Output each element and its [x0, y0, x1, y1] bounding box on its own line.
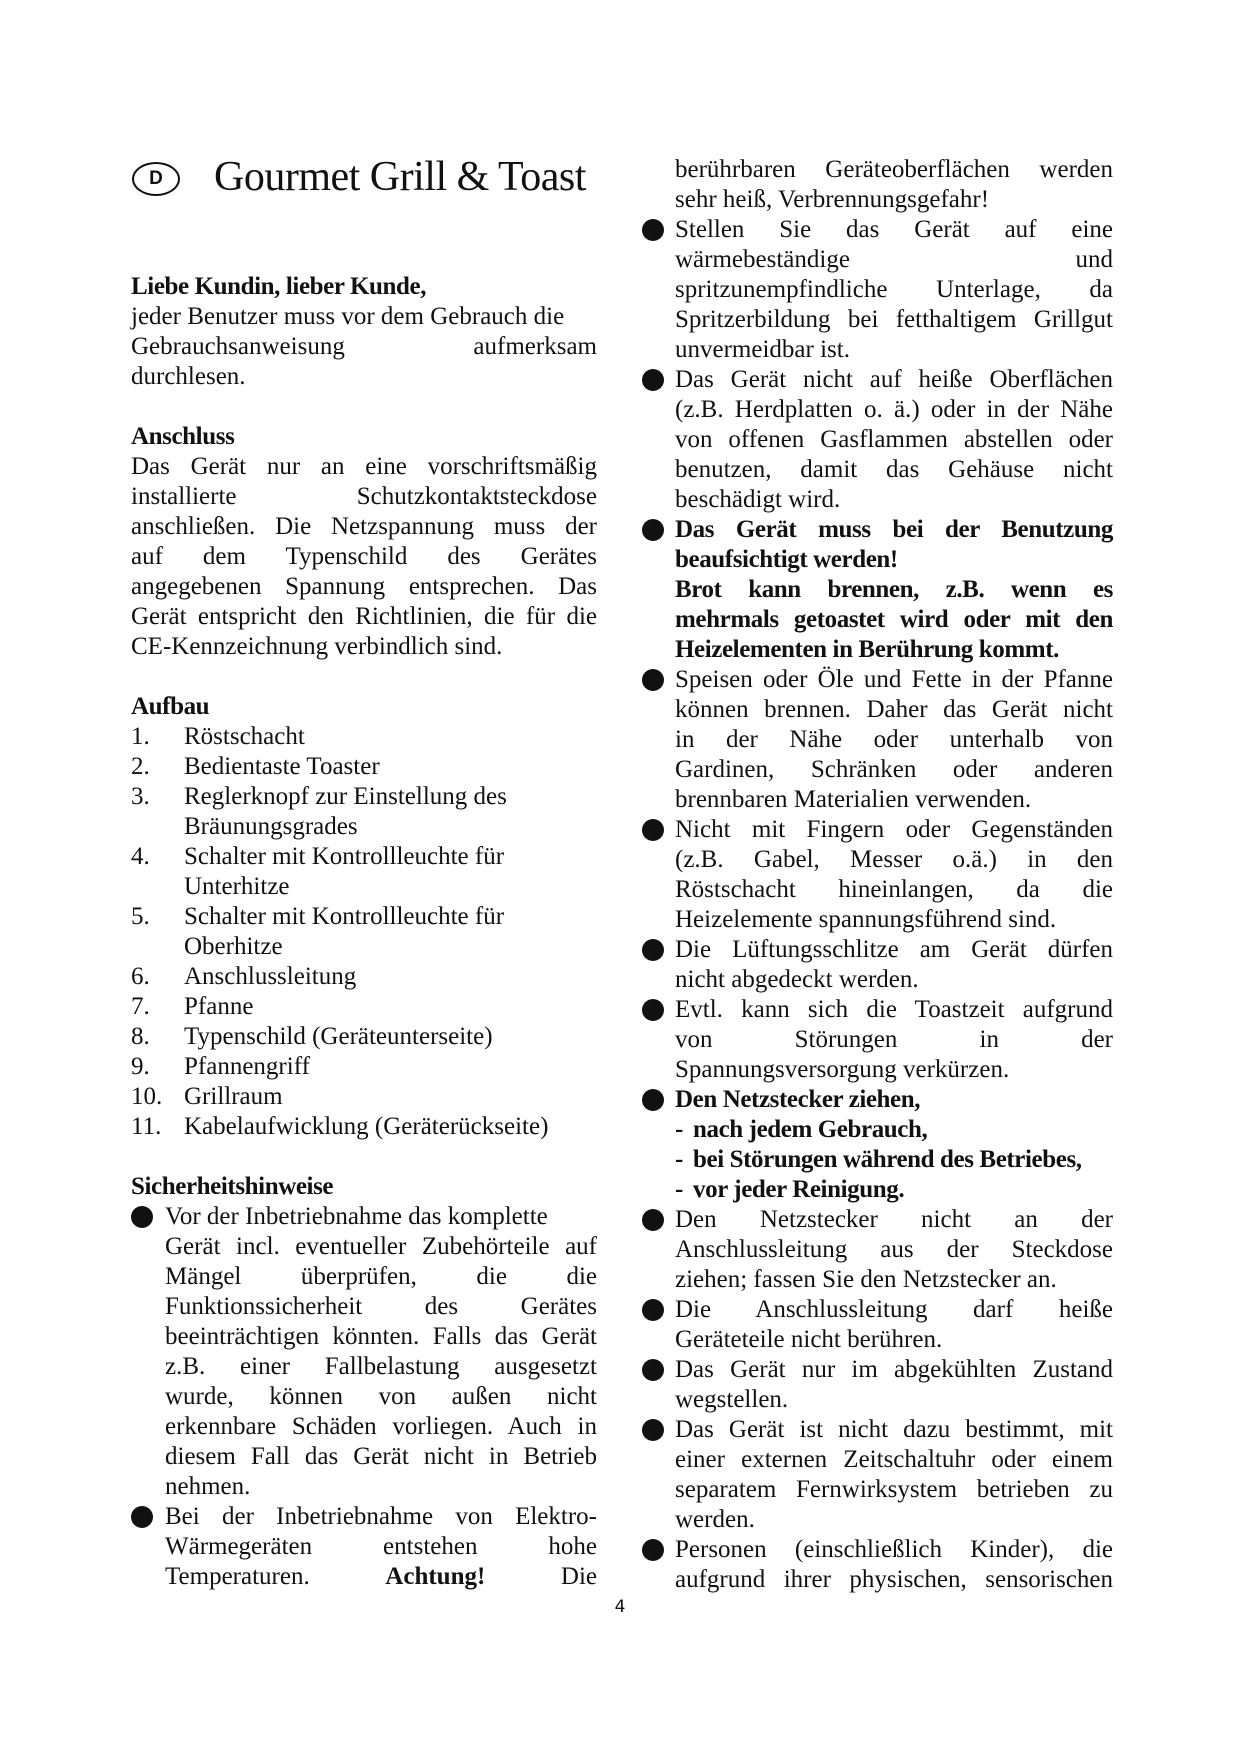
safety-line: beaufsichtigt werden!	[675, 546, 898, 573]
safety-line: Das Gerät muss bei der Benutzung	[675, 516, 1113, 543]
safety-line: diesem Fall das Gerät nicht in Betrieb	[165, 1443, 597, 1470]
safety-line: ziehen; fassen Sie den Netzstecker an.	[675, 1266, 1057, 1293]
anschluss-line: Das Gerät nur an eine vorschriftsmäßig	[131, 453, 597, 480]
safety-line: Spannungsversorgung verkürzen.	[675, 1056, 1010, 1083]
safety-line: Das Gerät nur im abgekühlten Zustand	[675, 1356, 1113, 1383]
safety-line: Heizelemente spannungsführend sind.	[675, 906, 1057, 933]
bullet-icon	[642, 939, 664, 961]
safety-line: unvermeidbar ist.	[675, 336, 850, 363]
bullet-icon	[642, 519, 664, 541]
safety-line: Spritzerbildung bei fetthaltigem Grillgut	[675, 306, 1113, 333]
anschluss-line: Gerät entspricht den Richtlinien, die für die	[131, 603, 597, 630]
safety-line: Evtl. kann sich die Toastzeit aufgrund	[675, 996, 1113, 1023]
safety-line: Nicht mit Fingern oder Gegenständen	[675, 816, 1113, 843]
safety-line: Mängel überprüfen, die die	[165, 1263, 597, 1290]
page-number: 4	[614, 1597, 626, 1617]
safety-line: Die Anschlussleitung darf heiße	[675, 1296, 1113, 1323]
list-number: 10.	[131, 1083, 163, 1110]
intro-line: Gebrauchsanweisung aufmerksam	[131, 333, 597, 360]
safety-line: Den Netzstecker nicht an der	[675, 1206, 1113, 1233]
list-text: Bräunungsgrades	[184, 813, 358, 840]
safety-line: Heizelementen in Berührung kommt.	[675, 636, 1059, 663]
bullet-icon	[642, 1539, 664, 1561]
list-number: 1.	[131, 723, 150, 750]
safety-line: wegstellen.	[675, 1386, 789, 1413]
safety-line: Gardinen, Schränken oder anderen	[675, 756, 1113, 783]
sub-list-item	[675, 1115, 1113, 1145]
safety-text: Die	[560, 1563, 598, 1590]
safety-line: Vor der Inbetriebnahme das komplette	[165, 1203, 548, 1230]
list-text: Schalter mit Kontrollleuchte für	[184, 843, 505, 870]
safety-line: nehmen.	[165, 1473, 251, 1500]
list-number: 5.	[131, 903, 150, 930]
language-badge: D	[132, 162, 180, 196]
safety-line: separatem Fernwirksystem betrieben zu	[675, 1476, 1113, 1503]
safety-line: Wärmegeräten entstehen hohe	[165, 1533, 597, 1560]
safety-line: Bei der Inbetriebnahme von Elektro-	[165, 1503, 597, 1530]
list-number: 2.	[131, 753, 150, 780]
sub-list-item	[675, 1175, 1113, 1205]
bullet-icon	[131, 1506, 153, 1528]
sub-list-text: nach jedem Gebrauch,	[693, 1116, 928, 1143]
sub-list-text: bei Störungen während des Betriebes,	[693, 1146, 1082, 1173]
anschluss-line: installierte Schutzkontaktsteckdose	[131, 483, 597, 510]
safety-line	[165, 1562, 597, 1592]
list-text: Reglerknopf zur Einstellung des	[184, 783, 507, 810]
list-number: 11.	[131, 1113, 162, 1140]
safety-line: wärmebeständige und	[675, 246, 1113, 273]
bullet-icon	[642, 999, 664, 1021]
bullet-icon	[642, 219, 664, 241]
list-number: 3.	[131, 783, 150, 810]
safety-line: Brot kann brennen, z.B. wenn es	[675, 576, 1113, 603]
safety-line: Das Gerät nicht auf heiße Oberflächen	[675, 366, 1113, 393]
safety-line: in der Nähe oder unterhalb von	[675, 726, 1113, 753]
safety-line: können brennen. Daher das Gerät nicht	[675, 696, 1113, 723]
bullet-icon	[642, 1209, 664, 1231]
safety-line: Stellen Sie das Gerät auf eine	[675, 216, 1113, 243]
bullet-icon	[642, 669, 664, 691]
safety-text: Temperaturen.	[165, 1563, 310, 1590]
bullet-icon	[131, 1206, 153, 1228]
list-number: 8.	[131, 1023, 150, 1050]
dash-marker: -	[675, 1146, 683, 1173]
sub-list-item	[675, 1145, 1113, 1175]
list-text: Kabelaufwicklung (Geräterückseite)	[184, 1113, 549, 1140]
safety-line: sehr heiß, Verbrennungsgefahr!	[675, 186, 990, 213]
list-text: Grillraum	[184, 1083, 283, 1110]
greeting-heading: Liebe Kundin, lieber Kunde,	[131, 273, 427, 300]
safety-line: Das Gerät ist nicht dazu bestimmt, mit	[675, 1416, 1113, 1443]
safety-line: mehrmals getoastet wird oder mit den	[675, 606, 1113, 633]
bullet-icon	[642, 369, 664, 391]
anschluss-line: angegebenen Spannung entsprechen. Das	[131, 573, 597, 600]
list-text: Bedientaste Toaster	[184, 753, 380, 780]
safety-line: von Störungen in der	[675, 1026, 1113, 1053]
dash-marker: -	[675, 1176, 683, 1203]
safety-heading: Sicherheitshinweise	[131, 1173, 334, 1200]
list-text: Schalter mit Kontrollleuchte für	[184, 903, 505, 930]
list-number: 4.	[131, 843, 150, 870]
safety-line: Den Netzstecker ziehen,	[675, 1086, 921, 1113]
bullet-icon	[642, 1359, 664, 1381]
intro-line: durchlesen.	[131, 363, 246, 390]
safety-line: werden.	[675, 1506, 755, 1533]
safety-line: Personen (einschließlich Kinder), die	[675, 1536, 1113, 1563]
page-title: Gourmet Grill & Toast	[214, 154, 586, 200]
anschluss-line: auf dem Typenschild des Gerätes	[131, 543, 597, 570]
aufbau-heading: Aufbau	[131, 693, 210, 720]
safety-line: Röstschacht hineinlangen, da die	[675, 876, 1113, 903]
safety-line: Die Lüftungsschlitze am Gerät dürfen	[675, 936, 1113, 963]
anschluss-heading: Anschluss	[131, 423, 235, 450]
safety-line: einer externen Zeitschaltuhr oder einem	[675, 1446, 1113, 1473]
safety-line: beeinträchtigen könnten. Falls das Gerät	[165, 1323, 597, 1350]
safety-line: (z.B. Herdplatten o. ä.) oder in der Nähe	[675, 396, 1113, 423]
bullet-icon	[642, 1419, 664, 1441]
sub-list-text: vor jeder Reinigung.	[693, 1176, 905, 1203]
safety-line: spritzunempfindliche Unterlage, da	[675, 276, 1113, 303]
anschluss-line: CE-Kennzeichnung verbindlich sind.	[131, 633, 503, 660]
dash-marker: -	[675, 1116, 683, 1143]
bullet-icon	[642, 1299, 664, 1321]
safety-line: berührbaren Geräteoberflächen werden	[675, 156, 1113, 183]
list-text: Oberhitze	[184, 933, 283, 960]
safety-line: z.B. einer Fallbelastung ausgesetzt	[165, 1353, 597, 1380]
safety-line: wurde, können von außen nicht	[165, 1383, 597, 1410]
safety-line: brennbaren Materialien verwenden.	[675, 786, 1032, 813]
safety-line: nicht abgedeckt werden.	[675, 966, 919, 993]
list-number: 6.	[131, 963, 150, 990]
list-number: 7.	[131, 993, 150, 1020]
list-text: Pfannengriff	[184, 1053, 310, 1080]
bullet-icon	[642, 819, 664, 841]
safety-line: von offenen Gasflammen abstellen oder	[675, 426, 1113, 453]
safety-line: Speisen oder Öle und Fette in der Pfanne	[675, 666, 1113, 693]
warning-keyword: Achtung!	[385, 1563, 486, 1590]
safety-line: erkennbare Schäden vorliegen. Auch in	[165, 1413, 597, 1440]
safety-line: Geräteteile nicht berühren.	[675, 1326, 943, 1353]
safety-line: beschädigt wird.	[675, 486, 841, 513]
safety-line: Gerät incl. eventueller Zubehörteile auf	[165, 1233, 597, 1260]
list-text: Anschlussleitung	[184, 963, 357, 990]
safety-line: (z.B. Gabel, Messer o.ä.) in den	[675, 846, 1113, 873]
safety-line: aufgrund ihrer physischen, sensorischen	[675, 1566, 1113, 1593]
safety-line: Anschlussleitung aus der Steckdose	[675, 1236, 1113, 1263]
list-text: Röstschacht	[184, 723, 305, 750]
safety-line: Funktionssicherheit des Gerätes	[165, 1293, 597, 1320]
anschluss-line: anschließen. Die Netzspannung muss der	[131, 513, 597, 540]
bullet-icon	[642, 1089, 664, 1111]
list-text: Unterhitze	[184, 873, 290, 900]
list-text: Pfanne	[184, 993, 254, 1020]
list-number: 9.	[131, 1053, 150, 1080]
list-text: Typenschild (Geräteunterseite)	[184, 1023, 493, 1050]
safety-line: benutzen, damit das Gehäuse nicht	[675, 456, 1113, 483]
intro-line: jeder Benutzer muss vor dem Gebrauch die	[131, 303, 565, 330]
